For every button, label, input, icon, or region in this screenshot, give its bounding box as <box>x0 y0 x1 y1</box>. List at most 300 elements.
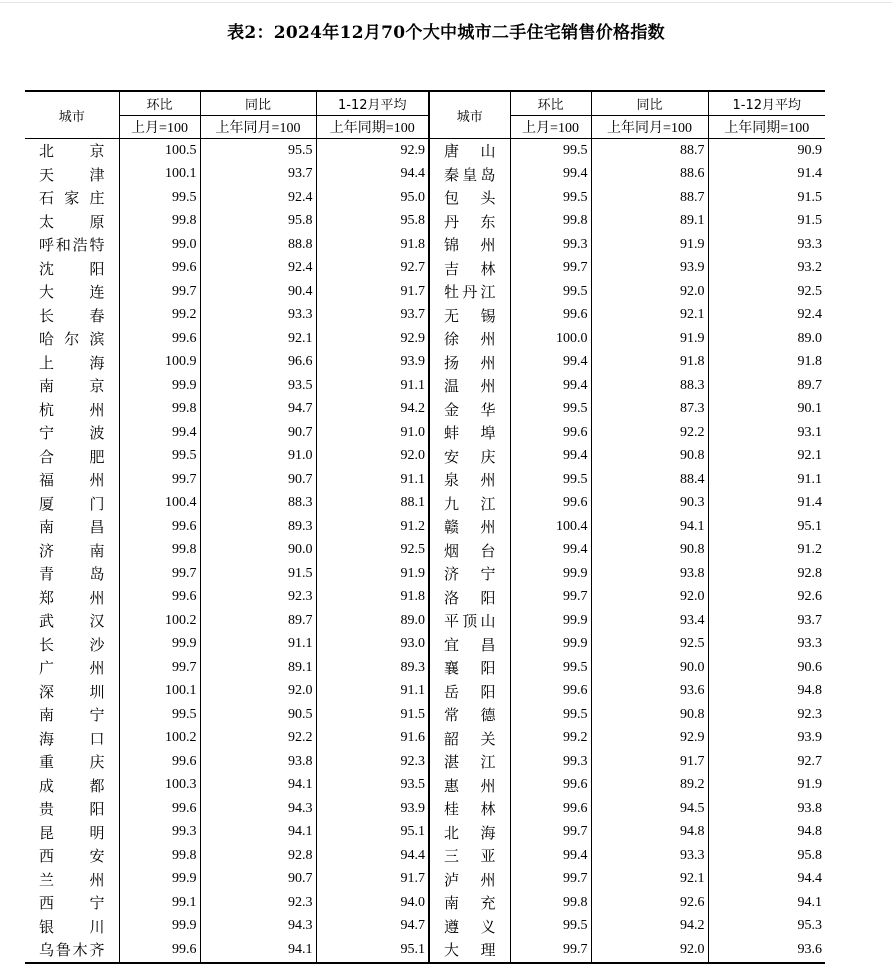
avg-value-right: 91.4 <box>708 492 825 516</box>
city-name-left <box>25 374 119 398</box>
city-name-left <box>25 562 119 586</box>
city-name-left <box>25 656 119 680</box>
avg-value-left: 91.8 <box>316 233 429 257</box>
city-label: 海 口 <box>39 729 105 748</box>
yoy-value-right: 92.6 <box>591 891 708 915</box>
yoy-value-left: 96.6 <box>200 351 316 375</box>
avg-value-right: 91.9 <box>708 774 825 798</box>
avg-value-left: 91.7 <box>316 868 429 892</box>
avg-value-left: 93.7 <box>316 304 429 328</box>
city-name-right <box>429 750 510 774</box>
yoy-value-left: 88.3 <box>200 492 316 516</box>
table-row <box>25 351 825 375</box>
mom-value-right: 99.6 <box>510 304 591 328</box>
mom-value-right: 99.5 <box>510 186 591 210</box>
table-row <box>25 327 825 351</box>
avg-value-left: 91.1 <box>316 680 429 704</box>
avg-value-right: 91.4 <box>708 163 825 187</box>
city-label: 杭 州 <box>39 400 105 419</box>
mom-value-left: 99.1 <box>119 891 200 915</box>
mom-value-left: 100.3 <box>119 774 200 798</box>
yoy-value-left: 92.4 <box>200 257 316 281</box>
mom-value-right: 99.9 <box>510 609 591 633</box>
mom-value-right: 99.7 <box>510 938 591 963</box>
city-label: 大 连 <box>39 283 105 302</box>
city-name-right <box>429 680 510 704</box>
city-name-right <box>429 492 510 516</box>
city-label: 包 头 <box>444 189 496 208</box>
city-label: 泸 州 <box>444 870 496 889</box>
mom-value-right: 100.4 <box>510 515 591 539</box>
avg-value-right: 92.4 <box>708 304 825 328</box>
city-name-right <box>429 891 510 915</box>
city-name-right <box>429 562 510 586</box>
avg-value-left: 91.0 <box>316 421 429 445</box>
yoy-value-right: 92.0 <box>591 586 708 610</box>
mom-value-left: 99.5 <box>119 186 200 210</box>
yoy-value-right: 91.9 <box>591 233 708 257</box>
table-row <box>25 750 825 774</box>
table-row <box>25 797 825 821</box>
city-label: 常 德 <box>444 706 496 725</box>
city-label: 宜 昌 <box>444 635 496 654</box>
city-label: 泉 州 <box>444 471 496 490</box>
table-row <box>25 774 825 798</box>
table-body <box>25 139 825 963</box>
header-city-left: 城市 <box>25 91 119 139</box>
city-label: 广 州 <box>39 659 105 678</box>
table-row <box>25 492 825 516</box>
mom-value-right: 99.4 <box>510 844 591 868</box>
mom-value-right: 99.3 <box>510 233 591 257</box>
city-label: 西 宁 <box>39 894 105 913</box>
table-row <box>25 445 825 469</box>
city-name-right <box>429 539 510 563</box>
yoy-value-right: 92.0 <box>591 280 708 304</box>
mom-value-right: 99.8 <box>510 891 591 915</box>
city-label: 深 圳 <box>39 682 105 701</box>
city-name-right <box>429 210 510 234</box>
yoy-value-left: 93.7 <box>200 163 316 187</box>
city-name-left <box>25 938 119 963</box>
mom-value-left: 99.6 <box>119 257 200 281</box>
avg-value-left: 94.4 <box>316 844 429 868</box>
city-label: 大 理 <box>444 941 496 960</box>
yoy-value-right: 91.8 <box>591 351 708 375</box>
city-label: 湛 江 <box>444 753 496 772</box>
mom-value-right: 99.6 <box>510 492 591 516</box>
price-index-table <box>25 90 825 964</box>
header-mom-base-left: 上月=100 <box>119 116 200 139</box>
mom-value-left: 99.9 <box>119 868 200 892</box>
mom-value-left: 99.9 <box>119 633 200 657</box>
avg-value-left: 92.9 <box>316 327 429 351</box>
mom-value-left: 99.7 <box>119 468 200 492</box>
city-label: 牡 丹 江 <box>444 283 496 302</box>
city-name-left <box>25 139 119 163</box>
city-label: 长 春 <box>39 306 105 325</box>
avg-value-right: 95.1 <box>708 515 825 539</box>
city-name-left <box>25 539 119 563</box>
yoy-value-left: 91.1 <box>200 633 316 657</box>
yoy-value-left: 93.3 <box>200 304 316 328</box>
yoy-value-right: 92.2 <box>591 421 708 445</box>
city-label: 武 汉 <box>39 612 105 631</box>
yoy-value-left: 91.5 <box>200 562 316 586</box>
mom-value-right: 99.3 <box>510 750 591 774</box>
avg-value-right: 91.1 <box>708 468 825 492</box>
city-name-left <box>25 868 119 892</box>
header-avg-left: 1-12月平均 <box>316 91 429 116</box>
mom-value-left: 100.1 <box>119 680 200 704</box>
top-divider <box>0 2 892 3</box>
yoy-value-left: 88.8 <box>200 233 316 257</box>
yoy-value-left: 92.3 <box>200 586 316 610</box>
avg-value-right: 91.5 <box>708 210 825 234</box>
city-label: 蚌 埠 <box>444 424 496 443</box>
mom-value-right: 99.4 <box>510 351 591 375</box>
city-name-left <box>25 186 119 210</box>
table-row <box>25 915 825 939</box>
yoy-value-left: 93.8 <box>200 750 316 774</box>
mom-value-left: 99.2 <box>119 304 200 328</box>
mom-value-left: 99.5 <box>119 445 200 469</box>
city-label: 重 庆 <box>39 753 105 772</box>
mom-value-left: 99.9 <box>119 915 200 939</box>
table-row <box>25 163 825 187</box>
yoy-value-left: 90.7 <box>200 468 316 492</box>
table-row <box>25 703 825 727</box>
city-name-right <box>429 633 510 657</box>
city-name-right <box>429 915 510 939</box>
mom-value-left: 99.7 <box>119 656 200 680</box>
table-row <box>25 186 825 210</box>
yoy-value-left: 89.1 <box>200 656 316 680</box>
avg-value-right: 91.5 <box>708 186 825 210</box>
header-avg-right: 1-12月平均 <box>708 91 825 116</box>
avg-value-right: 92.8 <box>708 562 825 586</box>
city-name-left <box>25 633 119 657</box>
yoy-value-right: 92.9 <box>591 727 708 751</box>
city-name-left <box>25 304 119 328</box>
yoy-value-right: 94.1 <box>591 515 708 539</box>
yoy-value-right: 93.8 <box>591 562 708 586</box>
avg-value-left: 95.8 <box>316 210 429 234</box>
city-name-right <box>429 304 510 328</box>
table-row <box>25 210 825 234</box>
mom-value-right: 99.7 <box>510 868 591 892</box>
city-name-right <box>429 727 510 751</box>
mom-value-left: 99.6 <box>119 515 200 539</box>
table-row <box>25 280 825 304</box>
mom-value-left: 99.9 <box>119 374 200 398</box>
yoy-value-left: 92.0 <box>200 680 316 704</box>
mom-value-left: 99.8 <box>119 539 200 563</box>
mom-value-right: 99.4 <box>510 445 591 469</box>
yoy-value-right: 94.5 <box>591 797 708 821</box>
yoy-value-left: 92.1 <box>200 327 316 351</box>
city-label: 锦 州 <box>444 236 496 255</box>
yoy-value-right: 90.8 <box>591 445 708 469</box>
city-label: 秦 皇 岛 <box>444 165 496 184</box>
mom-value-left: 99.4 <box>119 421 200 445</box>
mom-value-right: 99.7 <box>510 586 591 610</box>
city-name-right <box>429 703 510 727</box>
mom-value-left: 99.7 <box>119 562 200 586</box>
city-label: 丹 东 <box>444 212 496 231</box>
yoy-value-right: 91.7 <box>591 750 708 774</box>
city-label: 烟 台 <box>444 541 496 560</box>
table-row <box>25 844 825 868</box>
header-yoy-left: 同比 <box>200 91 316 116</box>
yoy-value-left: 91.0 <box>200 445 316 469</box>
city-label: 南 宁 <box>39 706 105 725</box>
avg-value-left: 92.0 <box>316 445 429 469</box>
city-label: 南 昌 <box>39 518 105 537</box>
yoy-value-right: 92.1 <box>591 868 708 892</box>
avg-value-right: 90.9 <box>708 139 825 163</box>
city-name-left <box>25 586 119 610</box>
page-title: 表2：2024年12月70个大中城市二手住宅销售价格指数 <box>227 23 665 43</box>
avg-value-right: 94.4 <box>708 868 825 892</box>
city-name-right <box>429 821 510 845</box>
city-name-right <box>429 468 510 492</box>
avg-value-right: 92.1 <box>708 445 825 469</box>
avg-value-right: 93.9 <box>708 727 825 751</box>
city-label: 福 州 <box>39 471 105 490</box>
mom-value-right: 100.0 <box>510 327 591 351</box>
avg-value-left: 95.1 <box>316 938 429 963</box>
city-name-left <box>25 609 119 633</box>
mom-value-left: 100.9 <box>119 351 200 375</box>
avg-value-left: 93.9 <box>316 797 429 821</box>
city-label: 北 京 <box>39 142 105 161</box>
city-label: 天 津 <box>39 165 105 184</box>
table-row <box>25 727 825 751</box>
avg-value-right: 92.5 <box>708 280 825 304</box>
city-label: 太 原 <box>39 212 105 231</box>
avg-value-right: 93.7 <box>708 609 825 633</box>
city-label: 贵 阳 <box>39 800 105 819</box>
mom-value-right: 99.2 <box>510 727 591 751</box>
city-name-left <box>25 727 119 751</box>
avg-value-right: 93.3 <box>708 633 825 657</box>
yoy-value-left: 93.5 <box>200 374 316 398</box>
mom-value-right: 99.5 <box>510 280 591 304</box>
avg-value-left: 92.5 <box>316 539 429 563</box>
city-name-right <box>429 609 510 633</box>
yoy-value-right: 93.3 <box>591 844 708 868</box>
city-label: 吉 林 <box>444 259 496 278</box>
city-label: 上 海 <box>39 353 105 372</box>
mom-value-right: 99.5 <box>510 915 591 939</box>
header-yoy-base-left: 上年同月=100 <box>200 116 316 139</box>
yoy-value-right: 91.9 <box>591 327 708 351</box>
avg-value-right: 93.6 <box>708 938 825 963</box>
yoy-value-left: 90.7 <box>200 421 316 445</box>
city-name-left <box>25 680 119 704</box>
city-name-left <box>25 351 119 375</box>
avg-value-left: 92.9 <box>316 139 429 163</box>
table-row <box>25 821 825 845</box>
city-name-left <box>25 821 119 845</box>
yoy-value-right: 88.7 <box>591 186 708 210</box>
city-label: 北 海 <box>444 823 496 842</box>
yoy-value-right: 92.5 <box>591 633 708 657</box>
yoy-value-left: 92.8 <box>200 844 316 868</box>
city-label: 岳 阳 <box>444 682 496 701</box>
yoy-value-right: 88.6 <box>591 163 708 187</box>
city-name-right <box>429 797 510 821</box>
yoy-value-left: 90.5 <box>200 703 316 727</box>
mom-value-left: 99.7 <box>119 280 200 304</box>
city-label: 济 南 <box>39 541 105 560</box>
city-name-right <box>429 139 510 163</box>
avg-value-right: 90.1 <box>708 398 825 422</box>
city-label: 扬 州 <box>444 353 496 372</box>
city-label: 济 宁 <box>444 565 496 584</box>
city-name-left <box>25 468 119 492</box>
city-name-left <box>25 750 119 774</box>
city-name-right <box>429 868 510 892</box>
city-name-right <box>429 257 510 281</box>
avg-value-right: 91.8 <box>708 351 825 375</box>
city-label: 呼 和 浩 特 <box>39 236 105 255</box>
avg-value-left: 89.0 <box>316 609 429 633</box>
avg-value-left: 89.3 <box>316 656 429 680</box>
table-row <box>25 586 825 610</box>
table-row <box>25 891 825 915</box>
avg-value-left: 91.6 <box>316 727 429 751</box>
mom-value-left: 100.5 <box>119 139 200 163</box>
city-name-left <box>25 492 119 516</box>
mom-value-right: 99.7 <box>510 821 591 845</box>
avg-value-left: 91.9 <box>316 562 429 586</box>
avg-value-left: 93.0 <box>316 633 429 657</box>
avg-value-left: 91.2 <box>316 515 429 539</box>
mom-value-left: 99.6 <box>119 797 200 821</box>
yoy-value-right: 89.2 <box>591 774 708 798</box>
header-yoy-base-right: 上年同月=100 <box>591 116 708 139</box>
mom-value-right: 99.8 <box>510 210 591 234</box>
city-label: 赣 州 <box>444 518 496 537</box>
avg-value-left: 88.1 <box>316 492 429 516</box>
yoy-value-left: 94.1 <box>200 938 316 963</box>
header-avg-base-right: 上年同期=100 <box>708 116 825 139</box>
table-row <box>25 656 825 680</box>
avg-value-right: 92.7 <box>708 750 825 774</box>
mom-value-right: 99.4 <box>510 163 591 187</box>
city-name-right <box>429 351 510 375</box>
mom-value-right: 99.5 <box>510 398 591 422</box>
yoy-value-right: 93.9 <box>591 257 708 281</box>
city-label: 南 京 <box>39 377 105 396</box>
city-label: 惠 州 <box>444 776 496 795</box>
yoy-value-right: 93.4 <box>591 609 708 633</box>
mom-value-right: 99.4 <box>510 539 591 563</box>
city-name-right <box>429 586 510 610</box>
header-mom-base-right: 上月=100 <box>510 116 591 139</box>
city-label: 乌 鲁 木 齐 <box>39 941 105 960</box>
city-name-left <box>25 327 119 351</box>
city-label: 石 家 庄 <box>39 189 105 208</box>
city-name-left <box>25 445 119 469</box>
city-name-left <box>25 515 119 539</box>
mom-value-right: 99.9 <box>510 562 591 586</box>
mom-value-left: 99.0 <box>119 233 200 257</box>
city-label: 平 顶 山 <box>444 612 496 631</box>
mom-value-left: 99.5 <box>119 703 200 727</box>
yoy-value-right: 90.3 <box>591 492 708 516</box>
city-name-left <box>25 891 119 915</box>
avg-value-left: 91.1 <box>316 374 429 398</box>
city-label: 宁 波 <box>39 424 105 443</box>
yoy-value-left: 92.2 <box>200 727 316 751</box>
yoy-value-left: 94.7 <box>200 398 316 422</box>
city-name-right <box>429 327 510 351</box>
avg-value-right: 89.7 <box>708 374 825 398</box>
table-row <box>25 421 825 445</box>
mom-value-left: 99.8 <box>119 210 200 234</box>
city-label: 唐 山 <box>444 142 496 161</box>
city-name-left <box>25 774 119 798</box>
header-mom-left: 环比 <box>119 91 200 116</box>
avg-value-right: 91.2 <box>708 539 825 563</box>
mom-value-left: 100.2 <box>119 727 200 751</box>
mom-value-left: 99.6 <box>119 750 200 774</box>
city-name-left <box>25 844 119 868</box>
mom-value-left: 99.6 <box>119 327 200 351</box>
city-name-left <box>25 398 119 422</box>
avg-value-left: 91.8 <box>316 586 429 610</box>
city-label: 徐 州 <box>444 330 496 349</box>
avg-value-right: 93.1 <box>708 421 825 445</box>
city-name-right <box>429 233 510 257</box>
yoy-value-left: 90.7 <box>200 868 316 892</box>
header-yoy-right: 同比 <box>591 91 708 116</box>
yoy-value-right: 92.0 <box>591 938 708 963</box>
city-name-left <box>25 797 119 821</box>
yoy-value-left: 89.7 <box>200 609 316 633</box>
yoy-value-left: 95.8 <box>200 210 316 234</box>
city-name-right <box>429 774 510 798</box>
table-row <box>25 233 825 257</box>
yoy-value-left: 90.4 <box>200 280 316 304</box>
avg-value-right: 94.8 <box>708 680 825 704</box>
city-name-left <box>25 257 119 281</box>
mom-value-left: 99.3 <box>119 821 200 845</box>
city-name-left <box>25 210 119 234</box>
mom-value-right: 99.6 <box>510 680 591 704</box>
city-label: 西 安 <box>39 847 105 866</box>
city-label: 韶 关 <box>444 729 496 748</box>
mom-value-left: 99.6 <box>119 586 200 610</box>
table-row <box>25 515 825 539</box>
table-row <box>25 398 825 422</box>
mom-value-right: 99.6 <box>510 797 591 821</box>
table-row <box>25 257 825 281</box>
city-name-right <box>429 398 510 422</box>
table-row <box>25 938 825 963</box>
mom-value-right: 99.5 <box>510 656 591 680</box>
avg-value-right: 93.2 <box>708 257 825 281</box>
yoy-value-right: 87.3 <box>591 398 708 422</box>
city-name-right <box>429 656 510 680</box>
yoy-value-left: 92.4 <box>200 186 316 210</box>
yoy-value-left: 94.1 <box>200 774 316 798</box>
mom-value-right: 99.5 <box>510 703 591 727</box>
yoy-value-right: 94.8 <box>591 821 708 845</box>
